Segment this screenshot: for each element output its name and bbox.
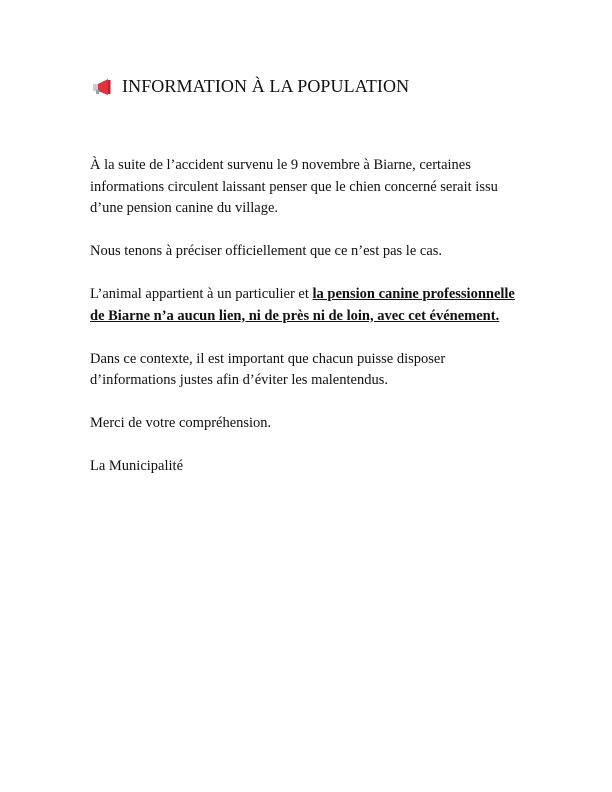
signature: La Municipalité [90,458,184,474]
notice-body [90,155,520,499]
page-title: INFORMATION À LA POPULATION [122,76,410,96]
paragraph-accident: À la suite de l’accident survenu le 9 novembre à Biarne, certaines informations circulent laissant penser que le chien concerné serait issu d’une pension canine du village. [90,157,498,216]
paragraph-owner [90,284,520,327]
paragraph-clarification: Nous tenons à préciser officiellement que ce n’est pas le cas. [90,243,443,259]
paragraph-context: Dans ce contexte, il est important que chacun puisse disposer d’informations justes afin d’éviter les malentendus. [90,350,446,388]
paragraph-owner-start: L’animal appartient à un particulier et [90,286,313,302]
header [92,76,409,97]
paragraph-thanks: Merci de votre compréhension. [90,415,272,431]
paragraph-owner-emphasis: la pension canine professionnelle de Biarne n’a aucun lien, ni de près ni de loin, avec cet événement. [90,286,515,324]
megaphone-icon [92,77,114,97]
